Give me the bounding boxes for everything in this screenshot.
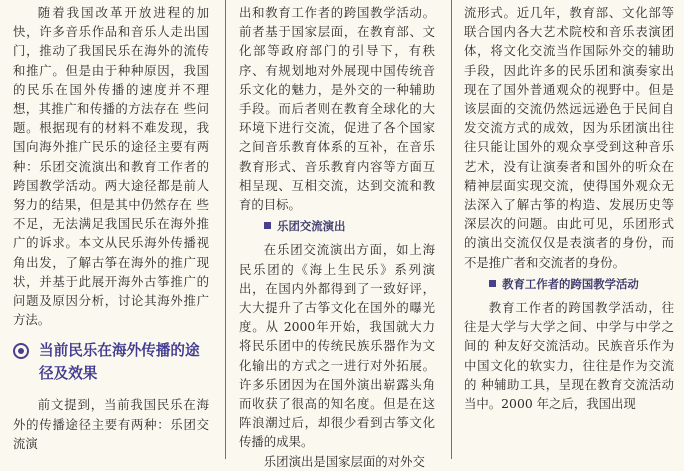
subheading-troupe-exchange [239,217,435,236]
column-divider [451,0,452,459]
section-heading-text: 当前民乐在海外传播的途径及效果 [39,342,200,383]
intro-paragraph: 随着我国改革开放进程的加快，许多音乐作品和音乐人走出国门，推动了我国民乐在海外的流传和推广。但是由于种种原因，我国的民乐在国外传播的速度并不理想，其推广和传播的方法存在 些问题。根据现有的材料不难发现，我国向海外推广民乐的途径主要有两种：乐团交流演出和教育工作者的跨国教学活动。两大途径都是前人努力的结果，但是其中仍然存在 些不足，无法满足我国民乐在海外推广的诉求。本文从民乐海外传播视角出发，了解古筝在海外的推广现状，并基于此展开海外古筝推广的问题及原因分析，讨论其海外推广方法。 [13,5,209,328]
section-paragraph: 前文提到，当前我国民乐在海外的传播途径主要有两种：乐团交流演 [13,397,209,451]
subheading-text: 教育工作者的跨国教学活动 [502,276,639,291]
square-bullet-icon [489,280,496,287]
circle-bullet-icon [13,343,29,359]
troupe-paragraph: 在乐团交流演出方面，如上海民乐团的《海上生民乐》系列演出，在国内外都得到了一致好评，大大提升了古筝文化在国外的曝光度。从 2000年开始，我国就大力将民乐团中的传统民族乐器作为文化输出的方式之一进行对外拓展。许多乐团因为在国外演出崭露头角而收获了很高的知名度。但是在这 阵浪潮过后，却很少看到古筝文化传播的成果。 [239,242,435,450]
subheading-teacher-exchange [464,275,674,294]
section-heading [13,339,209,385]
column-3 [464,0,674,459]
troupe-paragraph-2: 乐团演出是国家层面的对外交 [263,453,425,469]
column-divider [225,0,226,459]
paragraph-continued: 出和教育工作者的跨国教学活动。前者基于国家层面，在教育部、文化部等政府部门的引导下，有秩序、有规划地对外展现中国传统音乐文化的魅力，是外交的一种辅助手段。而后者则在教育全球化的大环境下进行交流，促进了各个国家之间音乐教育体系的互补，在音乐教育形式、音乐教育内容等方面互相呈现、互相交流，达到交流和教育的目标。 [239,5,435,213]
subheading-text: 乐团交流演出 [277,219,346,234]
column-1 [13,0,209,459]
square-bullet-icon [264,222,271,229]
teacher-paragraph: 教育工作者的跨国教学活动，往往是大学与大学之间、中学与中学之间的 种友好交流活动。民族音乐作为中国文化的软实力，往往是作为交流的 种辅助工具，呈现在教育交流活动当中。2000 年之后，我国出现 [464,300,674,412]
column-2 [239,0,435,469]
paragraph-continued: 流形式。近几年，教育部、文化部等联合国内各大艺术院校和音乐表演团体，将文化交流当作国际外交的辅助手段，因此许多的民乐团和演奏家出现在了国外普通观众的视野中。但是该层面的交流仍然远远逊色于民间自发交流方式的成效，因为乐团演出往往只能让国外的观众享受到这种音乐艺术，没有让演奏者和国外的听众在精神层面实现交流，使得国外观众无法深入了解古筝的构造、发展历史等深层次的问题。由此可见，乐团形式的演出交流仅仅是表演者的身份，而不是推广者和交流者的身份。 [464,5,674,270]
